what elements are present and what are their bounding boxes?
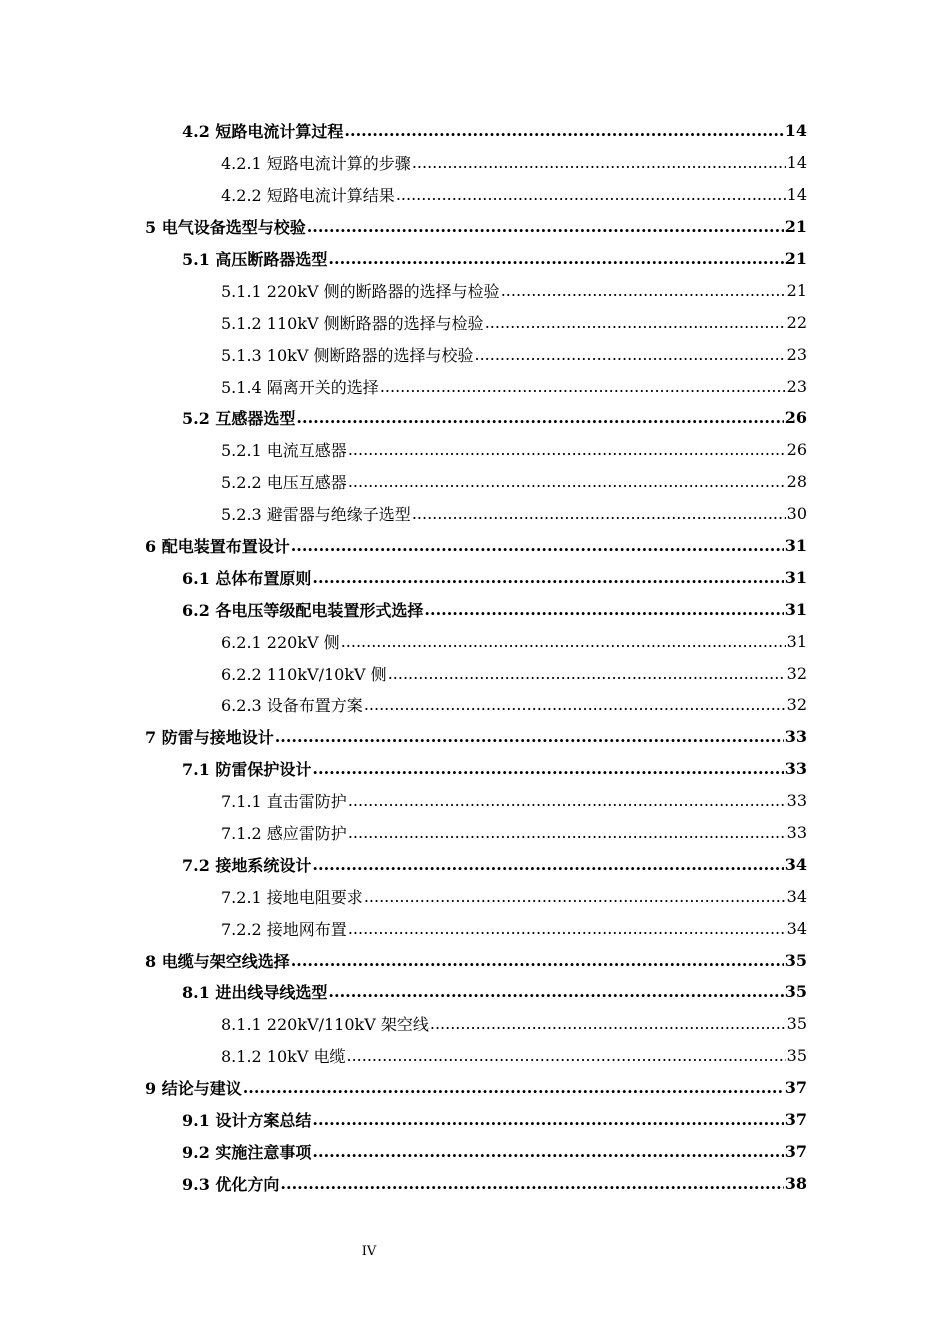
toc-entry-level-3[interactable] xyxy=(0,466,950,498)
toc-entry-title: 7.2.2 接地网布置 xyxy=(221,919,347,939)
dot-leader xyxy=(275,727,784,746)
toc-entry-title: 4.2.1 短路电流计算的步骤 xyxy=(221,154,411,174)
toc-entry-level-3[interactable] xyxy=(0,912,950,944)
dot-leader xyxy=(312,759,783,778)
dot-leader xyxy=(344,121,783,140)
dot-leader xyxy=(296,408,783,427)
toc-entry-level-2[interactable] xyxy=(0,115,950,147)
toc-entry-level-1[interactable] xyxy=(0,1072,950,1104)
toc-entry-title: 6 配电装置布置设计 xyxy=(145,537,290,557)
dot-leader xyxy=(485,313,786,332)
toc-entry-title: 6.1 总体布置原则 xyxy=(182,568,312,588)
toc-entry-title: 9 结论与建议 xyxy=(145,1079,242,1099)
toc-entry-title: 5 电气设备选型与校验 xyxy=(145,218,306,238)
toc-entry-title: 6.2.2 110kV/10kV 侧 xyxy=(221,664,387,684)
toc-entry-level-2[interactable] xyxy=(0,976,950,1008)
toc-entry-level-3[interactable] xyxy=(0,880,950,912)
toc-entry-level-3[interactable] xyxy=(0,179,950,211)
toc-entry-level-2[interactable] xyxy=(0,1104,950,1136)
dot-leader xyxy=(424,600,783,619)
dot-leader xyxy=(380,377,786,396)
toc-entry-title: 5.1.3 10kV 侧断路器的选择与校验 xyxy=(221,345,474,365)
dot-leader xyxy=(328,982,783,1001)
toc-entry-page-number: 37 xyxy=(784,1078,807,1098)
dot-leader xyxy=(364,887,786,906)
dot-leader xyxy=(291,536,784,555)
toc-entry-level-1[interactable] xyxy=(0,211,950,243)
toc-entry-title: 4.2 短路电流计算过程 xyxy=(182,122,344,142)
dot-leader xyxy=(312,1142,783,1161)
toc-entry-page-number: 34 xyxy=(784,854,807,874)
toc-entry-level-2[interactable] xyxy=(0,1136,950,1168)
toc-entry-page-number: 32 xyxy=(786,695,807,715)
page-number: IV xyxy=(361,1244,377,1259)
toc-entry-title: 7.1.1 直击雷防护 xyxy=(221,792,347,812)
toc-entry-title: 9.3 优化方向 xyxy=(182,1174,280,1194)
toc-entry-title: 5.1.1 220kV 侧的断路器的选择与检验 xyxy=(221,281,500,301)
dot-leader xyxy=(348,440,786,459)
toc-entry-level-2[interactable] xyxy=(0,243,950,275)
toc-entry-title: 8.1.2 10kV 电缆 xyxy=(221,1047,346,1067)
toc-entry-title: 5.1.2 110kV 侧断路器的选择与检验 xyxy=(221,313,484,333)
dot-leader xyxy=(348,919,786,938)
toc-entry-level-1[interactable] xyxy=(0,721,950,753)
toc-entry-page-number: 34 xyxy=(786,918,807,938)
toc-entry-title: 5.2.1 电流互感器 xyxy=(221,441,347,461)
toc-entry-level-3[interactable] xyxy=(0,689,950,721)
toc-entry-level-2[interactable] xyxy=(0,848,950,880)
toc-entry-level-2[interactable] xyxy=(0,1167,950,1199)
toc-entry-title: 7.2 接地系统设计 xyxy=(182,855,312,875)
toc-entry-level-3[interactable] xyxy=(0,370,950,402)
toc-entry-page-number: 28 xyxy=(786,472,807,492)
toc-entry-page-number: 26 xyxy=(784,408,807,428)
toc-entry-level-3[interactable] xyxy=(0,1040,950,1072)
toc-entry-title: 6.2.1 220kV 侧 xyxy=(221,632,340,652)
dot-leader xyxy=(328,249,783,268)
toc-entry-page-number: 23 xyxy=(786,376,807,396)
toc-entry-page-number: 33 xyxy=(786,823,807,843)
toc-entry-page-number: 33 xyxy=(784,727,807,747)
toc-entry-level-3[interactable] xyxy=(0,498,950,530)
dot-leader xyxy=(396,185,786,204)
dot-leader xyxy=(364,695,786,714)
toc-entry-title: 8.1.1 220kV/110kV 架空线 xyxy=(221,1015,429,1035)
dot-leader xyxy=(430,1014,786,1033)
toc-entry-page-number: 14 xyxy=(786,185,807,205)
dot-leader xyxy=(475,345,786,364)
toc-entry-level-3[interactable] xyxy=(0,625,950,657)
toc-entry-page-number: 38 xyxy=(784,1173,807,1193)
toc-entry-level-2[interactable] xyxy=(0,753,950,785)
toc-entry-page-number: 21 xyxy=(784,217,807,237)
toc-entry-page-number: 37 xyxy=(784,1110,807,1130)
dot-leader xyxy=(412,504,786,523)
toc-entry-page-number: 26 xyxy=(786,440,807,460)
dot-leader xyxy=(412,153,786,172)
dot-leader xyxy=(312,1110,783,1129)
table-of-contents xyxy=(0,115,950,1199)
toc-entry-page-number: 33 xyxy=(784,759,807,779)
dot-leader xyxy=(348,823,786,842)
toc-entry-title: 7 防雷与接地设计 xyxy=(145,728,274,748)
toc-entry-title: 5.2.3 避雷器与绝缘子选型 xyxy=(221,505,411,525)
toc-entry-level-2[interactable] xyxy=(0,402,950,434)
toc-entry-page-number: 33 xyxy=(786,791,807,811)
toc-entry-title: 9.2 实施注意事项 xyxy=(182,1142,312,1162)
toc-entry-level-3[interactable] xyxy=(0,817,950,849)
dot-leader xyxy=(348,791,786,810)
dot-leader xyxy=(312,568,783,587)
dot-leader xyxy=(312,855,783,874)
toc-entry-page-number: 31 xyxy=(784,567,807,587)
dot-leader xyxy=(501,281,786,300)
toc-entry-level-2[interactable] xyxy=(0,593,950,625)
toc-entry-level-3[interactable] xyxy=(0,274,950,306)
dot-leader xyxy=(291,951,784,970)
toc-entry-level-1[interactable] xyxy=(0,530,950,562)
toc-entry-page-number: 21 xyxy=(786,280,807,300)
dot-leader xyxy=(307,217,784,236)
toc-entry-level-3[interactable] xyxy=(0,306,950,338)
dot-leader xyxy=(243,1078,784,1097)
toc-entry-page-number: 14 xyxy=(784,121,807,141)
toc-entry-level-3[interactable] xyxy=(0,785,950,817)
dot-leader xyxy=(348,472,786,491)
toc-entry-title: 7.1.2 感应雷防护 xyxy=(221,824,347,844)
toc-entry-title: 8.1 进出线导线选型 xyxy=(182,983,328,1003)
toc-entry-page-number: 35 xyxy=(786,1014,807,1034)
toc-entry-page-number: 37 xyxy=(784,1141,807,1161)
toc-entry-title: 6.2 各电压等级配电装置形式选择 xyxy=(182,600,424,620)
toc-entry-title: 8 电缆与架空线选择 xyxy=(145,951,290,971)
toc-entry-title: 5.1.4 隔离开关的选择 xyxy=(221,377,379,397)
toc-entry-page-number: 14 xyxy=(786,153,807,173)
toc-entry-page-number: 35 xyxy=(786,1046,807,1066)
toc-entry-title: 4.2.2 短路电流计算结果 xyxy=(221,186,395,206)
toc-entry-title: 5.2.2 电压互感器 xyxy=(221,473,347,493)
toc-entry-level-3[interactable] xyxy=(0,147,950,179)
toc-entry-level-3[interactable] xyxy=(0,338,950,370)
toc-entry-title: 6.2.3 设备布置方案 xyxy=(221,696,363,716)
toc-entry-page-number: 21 xyxy=(784,249,807,268)
toc-entry-title: 5.1 高压断路器选型 xyxy=(182,250,328,269)
toc-entry-title: 7.2.1 接地电阻要求 xyxy=(221,887,363,907)
dot-leader xyxy=(341,632,786,651)
toc-entry-level-3[interactable] xyxy=(0,1008,950,1040)
dot-leader xyxy=(280,1174,783,1193)
dot-leader xyxy=(388,664,786,683)
toc-entry-page-number: 31 xyxy=(784,599,807,619)
toc-entry-level-3[interactable] xyxy=(0,434,950,466)
toc-entry-title: 5.2 互感器选型 xyxy=(182,409,296,429)
toc-entry-level-2[interactable] xyxy=(0,561,950,593)
toc-entry-level-1[interactable] xyxy=(0,944,950,976)
toc-entry-page-number: 30 xyxy=(786,504,807,524)
toc-entry-page-number: 23 xyxy=(786,344,807,364)
dot-leader xyxy=(347,1046,786,1065)
toc-entry-page-number: 22 xyxy=(786,312,807,332)
toc-entry-title: 9.1 设计方案总结 xyxy=(182,1111,312,1131)
toc-entry-page-number: 34 xyxy=(786,886,807,906)
toc-entry-page-number: 35 xyxy=(784,950,807,970)
toc-entry-title: 7.1 防雷保护设计 xyxy=(182,760,312,780)
toc-entry-level-3[interactable] xyxy=(0,657,950,689)
toc-entry-page-number: 35 xyxy=(784,982,807,1002)
toc-entry-page-number: 31 xyxy=(784,536,807,556)
toc-entry-page-number: 31 xyxy=(786,631,807,651)
toc-entry-page-number: 32 xyxy=(786,663,807,683)
